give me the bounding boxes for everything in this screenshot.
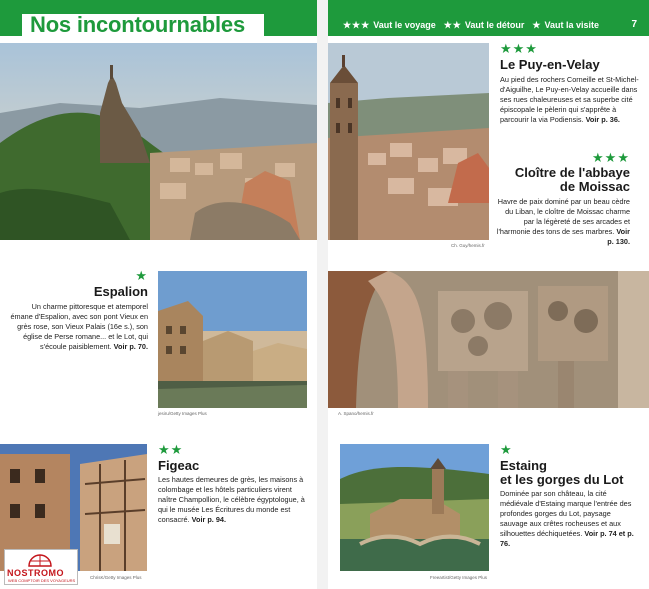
- desc-figeac: Les hautes demeures de grès, les maisons à colombage et les hôtels particuliers virent naître Champollion, le célèbre égyptologue, à qui le musée Les Écritures du monde est consacré. Voir p. 94.: [158, 475, 305, 524]
- photo-estaing: [340, 444, 489, 571]
- one-star-icon: ★: [532, 20, 542, 30]
- photo-puy-cathedral: [328, 43, 489, 240]
- ref-estaing: Voir p. 74 et p. 76.: [500, 529, 634, 548]
- photo-credit-moissac: A. Spano/hemis.fr: [338, 411, 374, 416]
- ref-figeac: Voir p. 94.: [191, 515, 227, 524]
- nostromo-logo: [4, 549, 78, 585]
- title-espalion: Espalion: [93, 284, 148, 299]
- ref-moissac: Voir p. 130.: [607, 227, 630, 246]
- title-figeac: Figeac: [158, 458, 200, 473]
- desc-espalion: Un charme pittoresque et atemporel émane d'Espalion, avec son pont Vieux en grès rose, son Vieux Palais (16e s.), son église de Perse romane... et le Lot, qui s'écoule paisiblement. Voir p. 70.: [10, 302, 148, 351]
- ref-espalion: Voir p. 70.: [113, 342, 148, 351]
- logo-name: NOSTROMO: [7, 568, 64, 578]
- photo-puy-panorama: [0, 43, 317, 240]
- photo-credit-puy: Ch. Guy/hemis.fr: [451, 243, 485, 248]
- desc-puy: Au pied des rochers Corneille et St-Michel-d'Aiguilhe, Le Puy-en-Velay accueille dans ses rues chaleureuses et sa superbe cité épiscopale le pèlerin qui s'apprête à parcourir la via Podiensis. Voir p. 36.: [500, 75, 639, 124]
- desc-moissac: Havre de paix dominé par un beau cèdre du Liban, le cloître de Moissac charme par la légèreté de ses arcades et l'harmonie des tons de ses marbres. Voir p. 130.: [496, 197, 630, 246]
- photo-espalion: [158, 271, 307, 408]
- logo-subtitle: WEB COMPTOIR DES VOYAGEURS: [8, 578, 76, 583]
- legend-item-1: ★ Vaut la visite: [532, 20, 599, 30]
- stars-estaing: ★: [500, 442, 513, 457]
- page-gutter: [317, 0, 328, 589]
- desc-estaing: Dominée par son château, la cité médiévale d'Estaing marque l'entrée des profondes gorges du Lot, paysage sauvage aux crêtes rocheuses et aux silhouettes déchiquetées. Voir p. 74 et p. 76.: [500, 489, 634, 548]
- two-stars-icon: ★★: [443, 20, 462, 30]
- globe-icon: [27, 551, 53, 567]
- stars-figeac: ★★: [158, 442, 184, 457]
- legend-item-3: ★★★ Vaut le voyage: [342, 20, 436, 30]
- photo-moissac-cloister: [328, 271, 649, 408]
- page-title: Nos incontournables: [30, 12, 245, 37]
- stars-espalion: ★: [135, 268, 148, 283]
- title-moissac: Cloître de l'abbaye de Moissac: [514, 165, 630, 194]
- stars-moissac: ★★★: [592, 150, 630, 165]
- photo-credit-figeac: ChrisK/Getty Images Plus: [90, 575, 142, 580]
- photo-credit-estaing: Freeartist/Getty Images Plus: [430, 575, 488, 580]
- star-legend: [343, 20, 599, 31]
- photo-credit-espalion: jesiru/Getty Images Plus: [158, 411, 207, 416]
- ref-puy: Voir p. 36.: [585, 115, 620, 124]
- title-puy: Le Puy-en-Velay: [500, 57, 600, 72]
- legend-item-2: ★★ Vaut le détour: [443, 20, 525, 30]
- title-estaing: Estaing et les gorges du Lot: [500, 458, 624, 487]
- three-stars-icon: ★★★: [342, 20, 371, 30]
- stars-puy: ★★★: [500, 41, 538, 56]
- page-number: 7: [631, 19, 637, 30]
